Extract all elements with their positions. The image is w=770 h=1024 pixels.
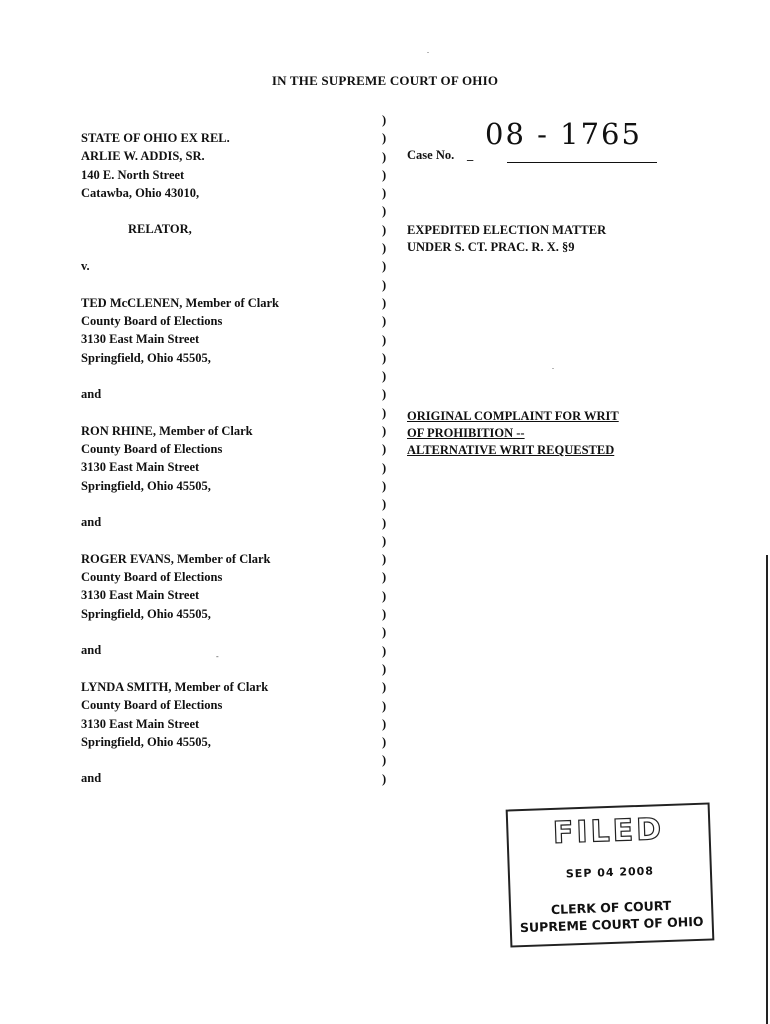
party-line: 140 E. North Street [81,167,185,182]
party-line: STATE OF OHIO EX REL. [81,131,230,145]
caption-paren: ) [382,607,387,622]
relator-label: RELATOR, [128,222,192,237]
caption-paren: ) [382,332,387,347]
caption-paren: ) [382,424,387,439]
party-line: Springfield, Ohio 45505, [81,350,211,365]
expedited-notice [407,222,677,256]
party-line: ARLIE W. ADDIS, SR. [81,149,205,164]
caption-paren: ) [382,716,387,731]
caption-paren: ) [382,735,387,750]
caption-paren: ) [382,643,387,658]
party-line: County Board of Elections [81,698,223,713]
party-line: County Board of Elections [81,313,223,328]
caption-paren: ) [382,497,387,512]
caption-paren: ) [382,588,387,603]
caption-paren: ) [382,314,387,329]
complaint-line: ALTERNATIVE WRIT REQUESTED [407,443,615,457]
case-number-underline [507,162,657,163]
and-label: and [81,515,102,530]
caption-paren: ) [382,149,387,164]
complaint-line: ORIGINAL COMPLAINT FOR WRIT [407,409,619,423]
party-line: 3130 East Main Street [81,460,200,475]
scan-speck: - [216,652,219,661]
caption-paren: ) [382,369,387,384]
caption-paren: ) [382,277,387,292]
party-line: Springfield, Ohio 45505, [81,606,211,621]
caption-paren: ) [382,442,387,457]
filed-stamp-clerk: CLERK OF COURT [550,897,672,918]
party-line: RON RHINE, Member of Clark [81,423,253,438]
caption-paren: ) [382,680,387,695]
caption-paren: ) [382,753,387,768]
filed-stamp-title: FILED [552,812,665,851]
filed-stamp-court: SUPREME COURT OF OHIO [519,913,704,936]
filed-stamp [506,802,715,947]
caption-paren: ) [382,698,387,713]
filed-stamp-date: SEP 04 2008 [565,864,655,881]
case-number-label: Case No. [407,148,455,162]
caption-paren: ) [382,131,387,146]
caption-paren: ) [382,552,387,567]
caption-paren: ) [382,515,387,530]
caption-paren: ) [382,533,387,548]
caption-paren: ) [382,478,387,493]
party-line: Springfield, Ohio 45505, [81,734,211,749]
and-label: and [81,643,102,658]
party-line: County Board of Elections [81,570,223,585]
caption-paren: ) [382,570,387,585]
party-line: ROGER EVANS, Member of Clark [81,551,271,566]
court-title: IN THE SUPREME COURT OF OHIO [271,73,499,88]
party-line: Catawba, Ohio 43010, [81,185,200,200]
caption-paren: ) [382,625,387,640]
scan-speck: . [427,46,429,55]
party-line: County Board of Elections [81,442,223,457]
party-line: 3130 East Main Street [81,332,200,347]
scan-speck: . [552,362,554,371]
complaint-line: OF PROHIBITION -- [407,426,525,440]
caption-paren: ) [382,241,387,256]
caption-paren: ) [382,113,387,127]
caption-paren-divider [382,111,386,788]
complaint-title [407,408,677,459]
party-line: 3130 East Main Street [81,716,200,731]
case-number-block: Case No. _ 08 - 1765 [407,117,677,167]
and-label: and [81,771,102,786]
party-line: TED McCLENEN, Member of Clark [81,295,280,310]
parties-caption [81,129,361,788]
party-line: LYNDA SMITH, Member of Clark [81,679,269,694]
caption-paren: ) [382,350,387,365]
caption-paren: ) [382,222,387,237]
expedited-line: EXPEDITED ELECTION MATTER [407,223,607,237]
caption-paren: ) [382,405,387,420]
party-line: 3130 East Main Street [81,588,200,603]
caption-paren: ) [382,661,387,676]
caption-paren: ) [382,167,387,182]
case-number: 08 - 1765 [485,117,642,151]
caption-paren: ) [382,387,387,402]
scan-edge-line [766,555,768,1024]
caption-paren: ) [382,204,387,219]
caption-paren: ) [382,186,387,201]
and-label: and [81,387,102,402]
caption-paren: ) [382,259,387,274]
caption-paren: ) [382,771,387,786]
caption-paren: ) [382,460,387,475]
caption-paren: ) [382,295,387,310]
party-line: Springfield, Ohio 45505, [81,478,211,493]
expedited-line: UNDER S. CT. PRAC. R. X. §9 [407,240,575,254]
versus-label: v. [81,259,90,274]
